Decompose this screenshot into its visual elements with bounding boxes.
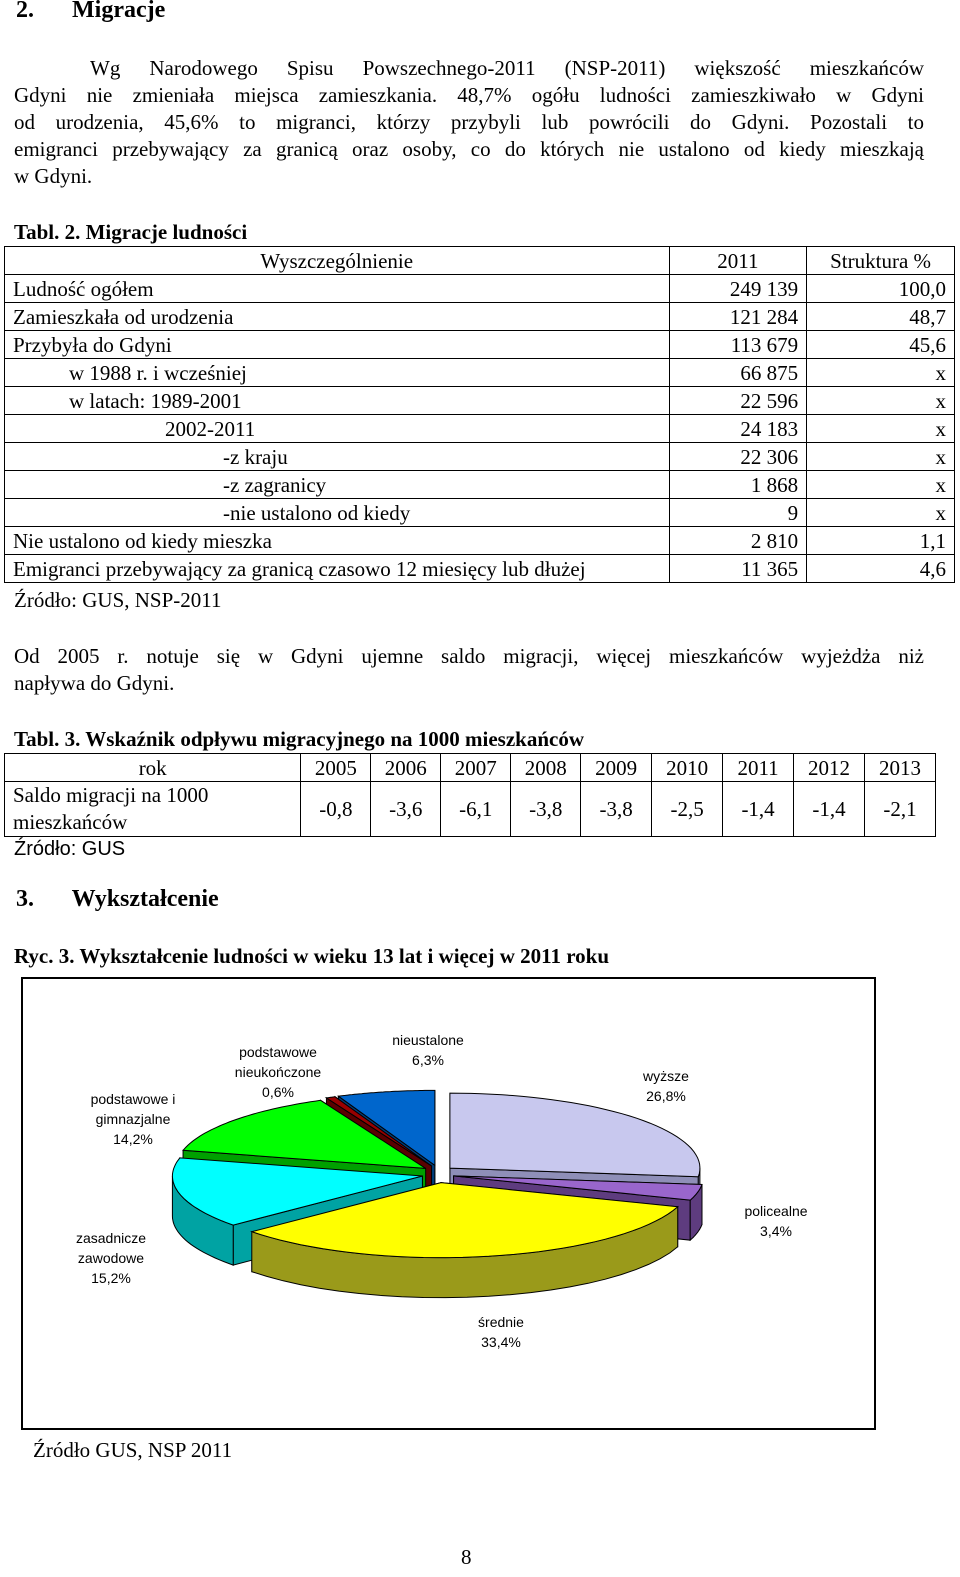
label-line: średnie xyxy=(478,1314,524,1330)
migration-paragraph xyxy=(14,643,924,697)
row-label: Ludność ogółem xyxy=(5,275,670,303)
row-label: w latach: 1989-2001 xyxy=(5,387,670,415)
row-value: 249 139 xyxy=(669,275,807,303)
row-label: -nie ustalono od kiedy xyxy=(5,499,670,527)
paragraph-line: Wg Narodowego Spisu Powszechnego-2011 (NSP-2011) większość mieszkańców xyxy=(90,56,924,80)
row-value: 113 679 xyxy=(669,331,807,359)
row-share: x xyxy=(807,387,955,415)
row-label: Emigranci przebywający za granicą czasowo 12 miesięcy lub dłużej xyxy=(5,555,670,583)
table-row xyxy=(5,331,955,359)
page-number: 8 xyxy=(461,1545,472,1569)
label-value: 6,3% xyxy=(412,1052,444,1068)
table-row xyxy=(5,555,955,583)
year-cell: 2006 xyxy=(371,754,441,782)
paragraph-line: Gdyni nie zmieniała miejsca zamieszkania. 48,7% ogółu ludności zamieszkiwało w Gdyni xyxy=(14,83,924,107)
row-value: 2 810 xyxy=(669,527,807,555)
table-2-source: Źródło: GUS, NSP-2011 xyxy=(14,588,222,612)
section-3-heading xyxy=(16,886,219,913)
slice-label-basic-incomplete xyxy=(218,1042,338,1102)
label-line: zasadnicze xyxy=(75,1230,147,1246)
row-label-line: mieszkańców xyxy=(13,810,128,834)
slice-label-basic xyxy=(68,1089,198,1149)
row-share: x xyxy=(807,443,955,471)
row-label: -z kraju xyxy=(5,443,670,471)
row-share: x xyxy=(807,499,955,527)
figure-3-source: Źródło GUS, NSP 2011 xyxy=(33,1438,233,1462)
table-row xyxy=(5,275,955,303)
row-share: 45,6 xyxy=(807,331,955,359)
row-share: 48,7 xyxy=(807,303,955,331)
slice-label-higher xyxy=(616,1066,716,1106)
row-share: x xyxy=(807,415,955,443)
header-cell: Wyszczególnienie xyxy=(5,247,670,275)
row-share: x xyxy=(807,359,955,387)
table-row xyxy=(5,471,955,499)
year-cell: 2011 xyxy=(723,754,794,782)
table-3-source: Źródło: GUS xyxy=(14,838,126,860)
label-value: 3,4% xyxy=(760,1223,792,1239)
header-cell: 2011 xyxy=(669,247,807,275)
year-cell: 2008 xyxy=(511,754,581,782)
label-line: wyższe xyxy=(643,1068,689,1084)
row-label: Przybyła do Gdyni xyxy=(5,331,670,359)
table-row xyxy=(5,387,955,415)
row-share: 4,6 xyxy=(807,555,955,583)
row-value: 1 868 xyxy=(669,471,807,499)
table-row xyxy=(5,499,955,527)
value-cell: -2,1 xyxy=(864,782,935,837)
value-cell: -3,8 xyxy=(581,782,652,837)
paragraph-line: napływa do Gdyni. xyxy=(14,671,175,695)
year-cell: 2007 xyxy=(441,754,511,782)
header-cell: rok xyxy=(5,754,301,782)
label-value: 14,2% xyxy=(113,1131,153,1147)
slice-label-vocational xyxy=(51,1228,171,1288)
header-cell: Struktura % xyxy=(807,247,955,275)
section-number: 3. xyxy=(16,886,34,912)
row-value: 22 306 xyxy=(669,443,807,471)
year-cell: 2012 xyxy=(794,754,865,782)
row-value: 121 284 xyxy=(669,303,807,331)
paragraph-line: od urodzenia, 45,6% to migranci, którzy przybyli lub powrócili do Gdyni. Pozostali to xyxy=(14,110,924,134)
row-label: -z zagranicy xyxy=(5,471,670,499)
row-value: 9 xyxy=(669,499,807,527)
label-value: 26,8% xyxy=(646,1088,686,1104)
year-cell: 2005 xyxy=(301,754,371,782)
row-share: x xyxy=(807,471,955,499)
row-value: 24 183 xyxy=(669,415,807,443)
value-cell: -1,4 xyxy=(794,782,865,837)
year-cell: 2013 xyxy=(864,754,935,782)
label-line: podstawowe i xyxy=(90,1091,176,1107)
row-label-line: Saldo migracji na 1000 xyxy=(13,783,209,807)
row-label: 2002-2011 xyxy=(5,415,670,443)
table-header-row xyxy=(5,754,936,782)
section-2-heading xyxy=(16,0,165,24)
label-value: 15,2% xyxy=(91,1270,131,1286)
value-cell: -2,5 xyxy=(652,782,723,837)
paragraph-line: emigranci przebywający za granicą oraz osoby, co do których nie ustalono od kiedy mieszkają xyxy=(14,137,924,161)
row-label: Nie ustalono od kiedy mieszka xyxy=(5,527,670,555)
intro-paragraph xyxy=(14,55,924,190)
section-title: Migracje xyxy=(72,0,166,23)
slice-label-unknown xyxy=(378,1030,478,1070)
table-row xyxy=(5,782,936,837)
label-line: gimnazjalne xyxy=(95,1111,171,1127)
table-row xyxy=(5,303,955,331)
value-cell: -3,8 xyxy=(511,782,581,837)
table-2-caption: Tabl. 2. Migracje ludności xyxy=(14,220,248,244)
section-title: Wykształcenie xyxy=(71,886,219,912)
value-cell: -3,6 xyxy=(371,782,441,837)
year-cell: 2010 xyxy=(652,754,723,782)
migration-table xyxy=(4,246,955,583)
label-line: zawodowe xyxy=(77,1250,145,1266)
label-line: nieukończone xyxy=(234,1064,322,1080)
migration-balance-table xyxy=(4,753,936,837)
row-value: 66 875 xyxy=(669,359,807,387)
value-cell: -6,1 xyxy=(441,782,511,837)
value-cell: -0,8 xyxy=(301,782,371,837)
row-share: 100,0 xyxy=(807,275,955,303)
table-row xyxy=(5,527,955,555)
label-line: nieustalone xyxy=(392,1032,464,1048)
row-label: Zamieszkała od urodzenia xyxy=(5,303,670,331)
table-row xyxy=(5,443,955,471)
table-row xyxy=(5,359,955,387)
paragraph-line: Od 2005 r. notuje się w Gdyni ujemne saldo migracji, więcej mieszkańców wyjeżdża niż xyxy=(14,644,924,668)
section-number: 2. xyxy=(16,0,34,23)
row-value: 22 596 xyxy=(669,387,807,415)
slice-label-secondary xyxy=(451,1312,551,1352)
paragraph-line: w Gdyni. xyxy=(14,164,93,188)
row-value: 11 365 xyxy=(669,555,807,583)
table-header-row xyxy=(5,247,955,275)
table-row xyxy=(5,415,955,443)
table-3-caption: Tabl. 3. Wskaźnik odpływu migracyjnego na 1000 mieszkańców xyxy=(14,727,584,751)
slice-label-postsecondary xyxy=(726,1201,826,1241)
label-line: podstawowe xyxy=(239,1044,317,1060)
row-label: w 1988 r. i wcześniej xyxy=(5,359,670,387)
label-value: 33,4% xyxy=(481,1334,521,1350)
value-cell: -1,4 xyxy=(723,782,794,837)
pie-chart-frame xyxy=(21,977,876,1430)
label-value: 0,6% xyxy=(262,1084,294,1100)
year-cell: 2009 xyxy=(581,754,652,782)
label-line: policealne xyxy=(744,1203,808,1219)
figure-3-caption: Ryc. 3. Wykształcenie ludności w wieku 13 lat i więcej w 2011 roku xyxy=(14,944,610,968)
row-label xyxy=(5,782,301,837)
row-share: 1,1 xyxy=(807,527,955,555)
